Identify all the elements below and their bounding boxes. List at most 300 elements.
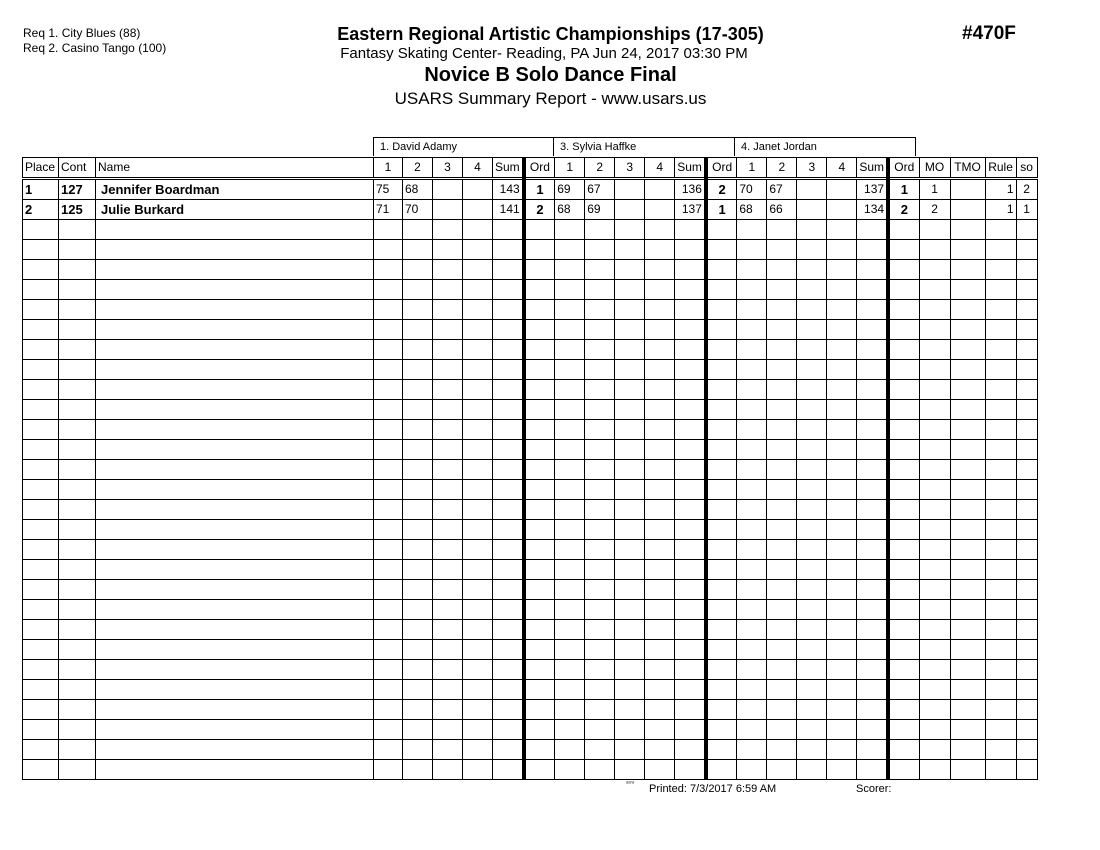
empty-cell [524,560,555,580]
empty-cell [645,400,675,420]
empty-table-row [23,580,1038,600]
empty-cell [1016,260,1037,280]
empty-cell [919,240,950,260]
judge-name: 4. Janet Jordan [741,141,817,153]
empty-cell [403,620,433,640]
empty-cell [585,520,615,540]
empty-cell [985,640,1016,660]
empty-cell [857,600,888,620]
empty-cell [585,480,615,500]
col-j2-ord: Ord [706,158,737,179]
empty-cell [985,440,1016,460]
empty-cell [985,520,1016,540]
empty-table-row [23,220,1038,240]
empty-cell [919,600,950,620]
empty-cell [950,640,985,660]
score-cell: 70 [403,200,433,220]
empty-cell [403,480,433,500]
name-cell: Julie Burkard [96,200,374,220]
empty-cell [857,340,888,360]
col-tmo: TMO [950,158,985,179]
score-cell: 68 [737,200,767,220]
empty-cell [675,680,706,700]
empty-cell [767,600,797,620]
empty-cell [96,540,374,560]
empty-cell [1016,380,1037,400]
empty-cell [524,220,555,240]
empty-cell [524,740,555,760]
empty-cell [827,340,857,360]
empty-cell [493,520,524,540]
empty-cell [706,580,737,600]
print-code: ᵃᵃʳᵃ [626,781,635,787]
empty-table-row [23,340,1038,360]
empty-cell [950,220,985,240]
empty-cell [1016,420,1037,440]
empty-cell [706,300,737,320]
empty-cell [919,260,950,280]
empty-cell [555,260,585,280]
empty-cell [524,640,555,660]
empty-cell [374,660,403,680]
empty-cell [585,220,615,240]
empty-cell [524,440,555,460]
empty-cell [433,700,463,720]
empty-cell [888,420,919,440]
empty-cell [706,320,737,340]
empty-cell [585,440,615,460]
empty-cell [950,360,985,380]
empty-cell [463,380,493,400]
empty-cell [23,520,59,540]
empty-cell [585,500,615,520]
score-cell [615,179,645,200]
rule-cell: 1 [985,200,1016,220]
empty-cell [585,380,615,400]
empty-cell [645,660,675,680]
empty-cell [919,620,950,640]
empty-cell [857,720,888,740]
empty-cell [857,300,888,320]
empty-cell [23,320,59,340]
empty-cell [59,600,96,620]
empty-cell [585,360,615,380]
empty-cell [675,640,706,660]
sum-cell: 134 [857,200,888,220]
empty-cell [555,380,585,400]
empty-cell [827,560,857,580]
empty-cell [645,740,675,760]
empty-cell [59,280,96,300]
empty-cell [985,420,1016,440]
col-j1-3: 3 [433,158,463,179]
empty-cell [403,540,433,560]
empty-cell [985,360,1016,380]
empty-cell [374,280,403,300]
empty-cell [493,320,524,340]
empty-cell [403,720,433,740]
empty-cell [888,280,919,300]
empty-cell [675,700,706,720]
empty-cell [919,440,950,460]
empty-cell [888,540,919,560]
judge-header-3 [734,137,916,156]
empty-cell [985,600,1016,620]
empty-cell [524,340,555,360]
empty-cell [585,580,615,600]
empty-cell [555,720,585,740]
empty-cell [767,340,797,360]
table-row [23,200,1038,220]
empty-cell [888,260,919,280]
empty-cell [403,580,433,600]
empty-cell [857,380,888,400]
empty-cell [493,760,524,780]
empty-cell [767,540,797,560]
sum-cell: 136 [675,179,706,200]
empty-table-row [23,600,1038,620]
judge-name: 1. David Adamy [380,141,458,153]
empty-cell [374,300,403,320]
so-cell: 1 [1016,200,1037,220]
empty-cell [615,540,645,560]
empty-cell [645,360,675,380]
empty-cell [675,560,706,580]
empty-cell [950,300,985,320]
empty-cell [615,560,645,580]
empty-cell [706,700,737,720]
empty-cell [857,680,888,700]
empty-cell [23,380,59,400]
empty-cell [675,520,706,540]
empty-cell [857,360,888,380]
empty-cell [767,480,797,500]
empty-table-row [23,300,1038,320]
empty-cell [645,500,675,520]
empty-cell [374,700,403,720]
empty-cell [374,400,403,420]
empty-cell [585,720,615,740]
empty-cell [493,360,524,380]
empty-cell [493,540,524,560]
scorer-label: Scorer: [856,783,892,795]
empty-cell [827,400,857,420]
empty-cell [555,220,585,240]
empty-cell [615,660,645,680]
empty-cell [524,360,555,380]
empty-cell [59,560,96,580]
empty-cell [985,340,1016,360]
empty-cell [1016,400,1037,420]
ord-cell: 1 [524,179,555,200]
empty-cell [374,500,403,520]
empty-cell [985,760,1016,780]
empty-cell [96,360,374,380]
empty-cell [524,460,555,480]
empty-cell [585,280,615,300]
empty-cell [767,420,797,440]
empty-cell [1016,540,1037,560]
empty-cell [433,360,463,380]
empty-cell [737,380,767,400]
empty-cell [706,220,737,240]
empty-cell [645,700,675,720]
empty-cell [59,580,96,600]
empty-cell [433,580,463,600]
empty-cell [433,540,463,560]
empty-cell [374,420,403,440]
empty-cell [1016,480,1037,500]
empty-cell [374,440,403,460]
empty-cell [59,260,96,280]
empty-cell [615,520,645,540]
empty-cell [767,240,797,260]
empty-cell [23,440,59,460]
empty-cell [524,320,555,340]
empty-table-row [23,400,1038,420]
score-cell [827,179,857,200]
empty-cell [675,240,706,260]
empty-cell [23,640,59,660]
empty-cell [524,380,555,400]
empty-cell [857,420,888,440]
empty-cell [524,540,555,560]
empty-cell [919,420,950,440]
empty-cell [857,220,888,240]
empty-cell [403,560,433,580]
empty-cell [493,740,524,760]
empty-cell [919,640,950,660]
empty-cell [919,360,950,380]
empty-cell [555,540,585,560]
empty-cell [374,520,403,540]
empty-cell [1016,640,1037,660]
empty-cell [767,560,797,580]
empty-cell [857,760,888,780]
empty-cell [23,540,59,560]
empty-cell [96,220,374,240]
empty-cell [463,540,493,560]
empty-cell [433,420,463,440]
empty-cell [888,480,919,500]
empty-cell [615,700,645,720]
empty-cell [950,440,985,460]
empty-cell [645,220,675,240]
empty-cell [374,480,403,500]
empty-cell [888,220,919,240]
empty-cell [96,500,374,520]
sum-cell: 143 [493,179,524,200]
empty-table-row [23,320,1038,340]
empty-cell [433,260,463,280]
empty-cell [919,520,950,540]
empty-cell [555,300,585,320]
empty-cell [1016,360,1037,380]
col-j2-4: 4 [645,158,675,179]
empty-cell [888,240,919,260]
empty-cell [675,340,706,360]
score-cell: 75 [374,179,403,200]
col-j2-sum: Sum [675,158,706,179]
empty-cell [919,320,950,340]
empty-cell [615,260,645,280]
empty-cell [985,260,1016,280]
empty-cell [737,560,767,580]
empty-cell [493,560,524,580]
empty-cell [555,340,585,360]
empty-cell [645,320,675,340]
empty-cell [433,520,463,540]
empty-cell [555,760,585,780]
empty-cell [59,360,96,380]
empty-cell [675,420,706,440]
empty-cell [950,520,985,540]
empty-cell [919,280,950,300]
empty-cell [675,620,706,640]
empty-cell [615,760,645,780]
empty-cell [767,320,797,340]
empty-table-row [23,680,1038,700]
score-cell [797,200,827,220]
empty-cell [615,480,645,500]
printed-timestamp: Printed: 7/3/2017 6:59 AM [649,783,777,795]
empty-cell [555,400,585,420]
empty-cell [827,380,857,400]
empty-cell [555,640,585,660]
empty-cell [493,240,524,260]
empty-cell [737,740,767,760]
empty-cell [524,680,555,700]
empty-cell [737,220,767,240]
empty-cell [645,600,675,620]
empty-cell [585,540,615,560]
empty-cell [615,620,645,640]
empty-cell [1016,500,1037,520]
empty-cell [59,340,96,360]
empty-cell [675,720,706,740]
empty-cell [615,680,645,700]
empty-cell [797,320,827,340]
score-cell [615,200,645,220]
empty-cell [888,380,919,400]
empty-cell [857,560,888,580]
empty-cell [737,460,767,480]
empty-cell [96,340,374,360]
empty-cell [585,700,615,720]
empty-cell [585,740,615,760]
empty-cell [374,620,403,640]
empty-cell [857,440,888,460]
empty-cell [888,440,919,460]
empty-cell [615,240,645,260]
empty-cell [59,300,96,320]
empty-cell [737,260,767,280]
score-cell [827,200,857,220]
empty-cell [524,580,555,600]
sum-cell: 137 [675,200,706,220]
empty-cell [585,560,615,580]
empty-cell [857,580,888,600]
empty-cell [1016,720,1037,740]
empty-table-row [23,380,1038,400]
empty-cell [919,660,950,680]
col-j1-2: 2 [403,158,433,179]
empty-cell [374,600,403,620]
col-j2-3: 3 [615,158,645,179]
empty-cell [919,720,950,740]
empty-cell [96,760,374,780]
empty-cell [403,260,433,280]
cont-cell: 125 [59,200,96,220]
empty-cell [493,260,524,280]
score-cell: 69 [555,179,585,200]
empty-cell [827,580,857,600]
empty-cell [645,560,675,580]
empty-cell [888,620,919,640]
empty-cell [888,660,919,680]
empty-cell [645,440,675,460]
empty-cell [797,560,827,580]
empty-cell [463,420,493,440]
empty-cell [374,260,403,280]
empty-cell [374,680,403,700]
empty-cell [1016,460,1037,480]
empty-cell [96,740,374,760]
empty-cell [950,340,985,360]
col-j1-4: 4 [463,158,493,179]
col-j3-1: 1 [737,158,767,179]
empty-cell [433,600,463,620]
rule-cell: 1 [985,179,1016,200]
empty-cell [1016,740,1037,760]
empty-cell [827,540,857,560]
report-title: USARS Summary Report - www.usars.us [394,89,707,108]
empty-cell [585,400,615,420]
empty-cell [950,280,985,300]
empty-cell [888,560,919,580]
empty-cell [797,700,827,720]
empty-cell [797,520,827,540]
col-j3-sum: Sum [857,158,888,179]
empty-cell [403,520,433,540]
empty-cell [950,580,985,600]
empty-cell [463,340,493,360]
empty-cell [645,620,675,640]
empty-cell [59,700,96,720]
cont-cell: 127 [59,179,96,200]
empty-cell [645,300,675,320]
empty-cell [403,280,433,300]
empty-cell [585,660,615,680]
empty-cell [615,740,645,760]
empty-cell [888,460,919,480]
empty-cell [797,400,827,420]
empty-cell [555,520,585,540]
col-j1-1: 1 [374,158,403,179]
empty-cell [675,600,706,620]
empty-cell [433,220,463,240]
empty-cell [827,640,857,660]
empty-cell [524,420,555,440]
empty-cell [797,640,827,660]
empty-cell [433,640,463,660]
empty-cell [403,400,433,420]
col-j2-1: 1 [555,158,585,179]
empty-cell [919,500,950,520]
empty-cell [493,300,524,320]
empty-cell [463,480,493,500]
empty-cell [615,340,645,360]
